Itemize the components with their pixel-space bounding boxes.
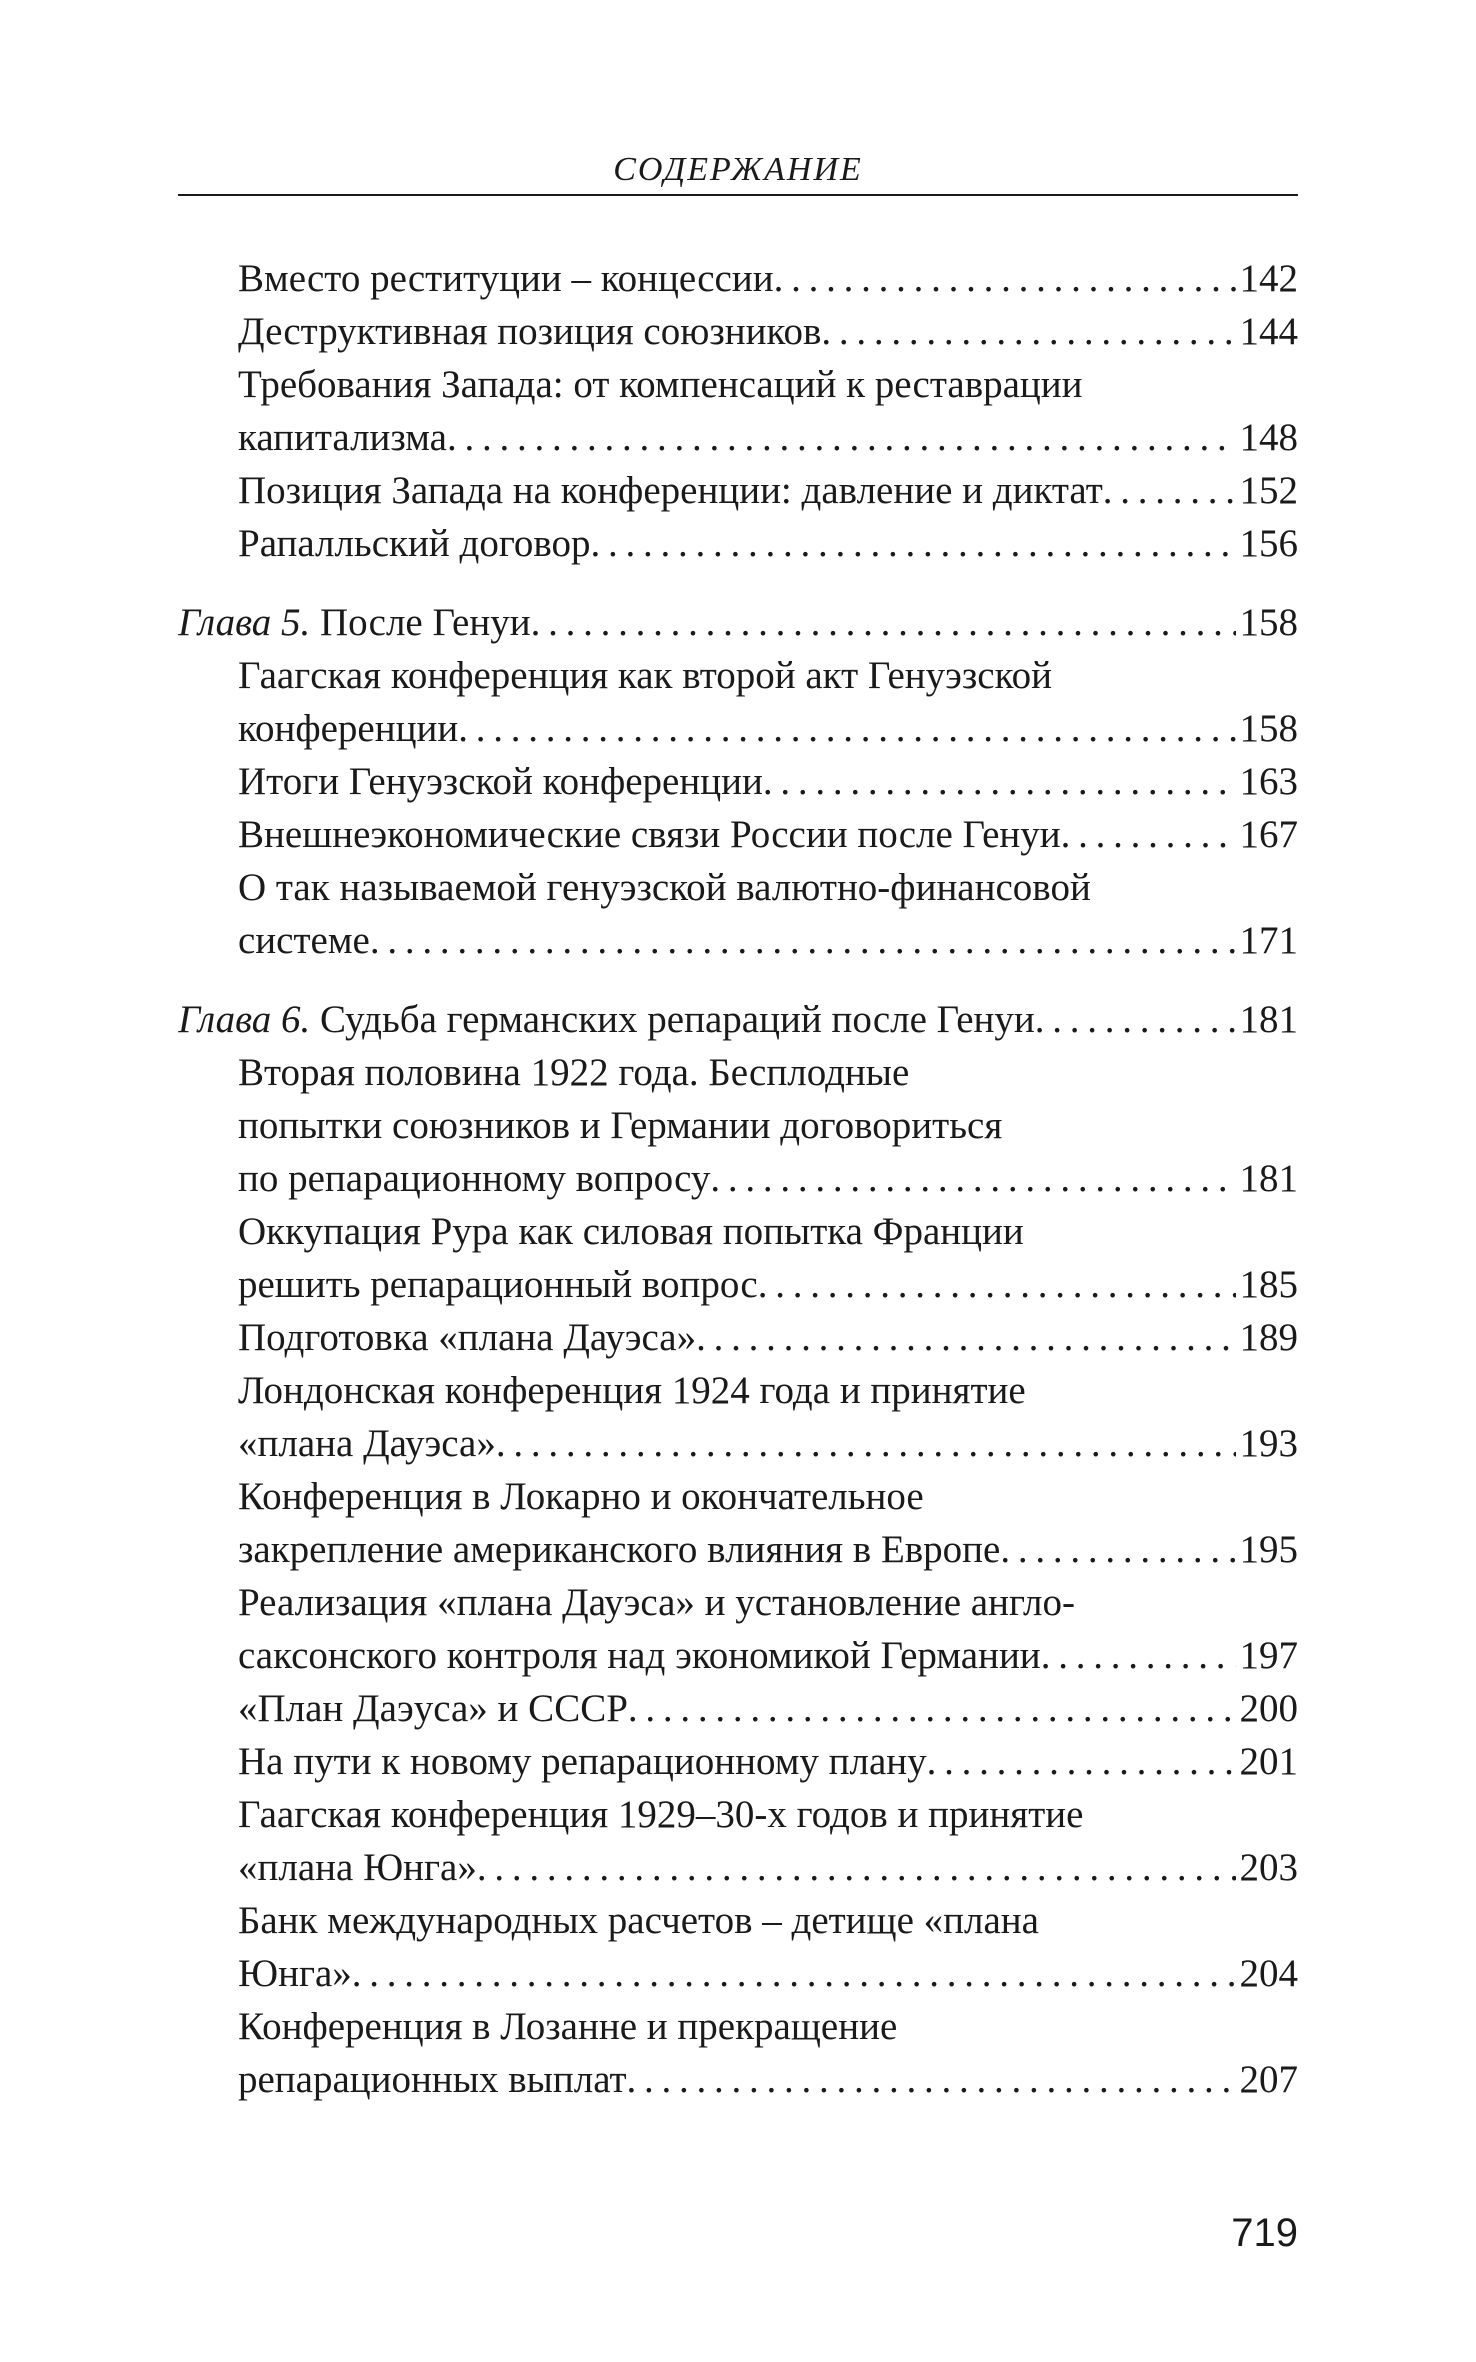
toc-entry xyxy=(178,1682,1298,1735)
toc-entry-leader-line xyxy=(238,411,1236,464)
toc-entry-last-line: «плана Дауэса» xyxy=(238,1422,496,1465)
toc-entry-last-line: Судьба германских репараций после Генуи xyxy=(320,998,1035,1041)
toc-entry-line: Гаагская конференция 1929–30-х годов и принятие xyxy=(238,1793,1084,1836)
toc-entry-line: Реализация «плана Дауэса» и установление англо- xyxy=(238,1581,1075,1624)
toc-entry-last-line: репарационных выплат xyxy=(238,2058,627,2101)
toc-entry-title xyxy=(238,861,1236,967)
toc-page-ref: 163 xyxy=(1239,760,1298,803)
toc-entry-line: Оккупация Рура как силовая попытка Франции xyxy=(238,1210,1024,1253)
toc-entry-last-line: капитализма xyxy=(238,416,447,459)
toc-entry xyxy=(178,1788,1298,1894)
toc-entry-title xyxy=(238,1576,1236,1682)
toc-entry-title xyxy=(238,252,1236,305)
toc-page-ref: 181 xyxy=(1239,1157,1298,1200)
toc-entry-title xyxy=(238,1894,1236,2000)
toc-entry xyxy=(178,358,1298,464)
toc-page-ref: 200 xyxy=(1239,1687,1298,1730)
toc-page-ref: 171 xyxy=(1239,919,1298,962)
toc-page-ref: 148 xyxy=(1239,416,1298,459)
toc-entry-title xyxy=(238,1205,1236,1311)
toc-entry-leader-line xyxy=(238,305,1236,358)
toc-entry-leader-line xyxy=(238,808,1236,861)
toc-page-ref: 158 xyxy=(1239,707,1298,750)
toc-entry-last-line: конференции xyxy=(238,707,459,750)
toc-chapter-entry xyxy=(178,596,1298,649)
toc-entry-leader-line xyxy=(238,1629,1236,1682)
toc-page-ref: 189 xyxy=(1239,1316,1298,1359)
toc-entry xyxy=(178,1470,1298,1576)
toc-entry-last-line: «План Даэуса» и СССР xyxy=(238,1687,628,1730)
toc-entry-leader-line xyxy=(238,1258,1236,1311)
toc-entry xyxy=(178,861,1298,967)
toc-entry-leader-line xyxy=(238,252,1236,305)
toc-entry-title xyxy=(238,808,1236,861)
toc-page-ref: 158 xyxy=(1239,601,1298,644)
toc-entry-line: Гаагская конференция как второй акт Генуэзской xyxy=(238,654,1052,697)
toc-entry-line: Банк международных расчетов – детище «плана xyxy=(238,1899,1039,1942)
toc-entry-title xyxy=(238,517,1236,570)
toc-entry-last-line: Деструктивная позиция союзников xyxy=(238,310,822,353)
toc-entry-line: Вторая половина 1922 года. Бесплодные xyxy=(238,1051,910,1094)
toc-entry-leader-line xyxy=(238,2053,1236,2106)
toc-entry-leader-line xyxy=(238,1523,1236,1576)
toc-entry xyxy=(178,1576,1298,1682)
toc-entry-title xyxy=(238,755,1236,808)
toc-entry-leader-line xyxy=(238,1682,1236,1735)
toc-entry-line: Лондонская конференция 1924 года и принятие xyxy=(238,1369,1026,1412)
toc-entry-leader-line xyxy=(238,755,1236,808)
toc-chapter-entry xyxy=(178,993,1298,1046)
toc-entry-leader-line xyxy=(238,702,1236,755)
toc-entry-last-line: После Генуи xyxy=(320,601,531,644)
toc-page-ref: 201 xyxy=(1239,1740,1298,1783)
toc-entry xyxy=(178,2000,1298,2106)
toc-entry-line: О так называемой генуэзской валютно-финансовой xyxy=(238,866,1091,909)
toc-page-ref: 185 xyxy=(1239,1263,1298,1306)
toc-entry xyxy=(178,305,1298,358)
toc-entry-leader-line xyxy=(238,1947,1236,2000)
toc-entry xyxy=(178,252,1298,305)
toc-entry xyxy=(178,1894,1298,2000)
toc-entry-last-line: Позиция Запада на конференции: давление и диктат xyxy=(238,469,1103,512)
toc-entry-last-line: закрепление американского влияния в Европе xyxy=(238,1528,1001,1571)
toc-entry-title xyxy=(238,1788,1236,1894)
toc-entry-title xyxy=(238,1682,1236,1735)
toc-entry-title xyxy=(238,1470,1236,1576)
toc-page-ref: 197 xyxy=(1239,1634,1298,1677)
toc-entry-leader-line xyxy=(178,993,1236,1046)
toc-entry-leader-line xyxy=(238,1735,1236,1788)
toc-entry-title xyxy=(238,1735,1236,1788)
toc-entry-last-line: решить репарационный вопрос xyxy=(238,1263,758,1306)
running-head: СОДЕРЖАНИЕ xyxy=(613,151,863,188)
toc-page-ref: 181 xyxy=(1239,998,1298,1041)
toc-entry-last-line: Вместо реституции – концессии xyxy=(238,257,774,300)
toc-entry-line: попытки союзников и Германии договориться xyxy=(238,1104,1003,1147)
table-of-contents xyxy=(178,252,1298,2106)
toc-entry-title xyxy=(238,464,1236,517)
toc-entry-title xyxy=(238,305,1236,358)
toc-page-ref: 156 xyxy=(1239,522,1298,565)
toc-entry-last-line: по репарационному вопросу xyxy=(238,1157,711,1200)
toc-entry xyxy=(178,1735,1298,1788)
toc-entry xyxy=(178,1364,1298,1470)
toc-entry xyxy=(178,649,1298,755)
toc-entry xyxy=(178,1046,1298,1205)
toc-page-ref: 142 xyxy=(1239,257,1298,300)
toc-entry xyxy=(178,755,1298,808)
toc-entry-leader-line xyxy=(238,464,1236,517)
toc-entry-title xyxy=(178,596,1236,649)
toc-entry-title xyxy=(178,993,1236,1046)
chapter-label: Глава 6. xyxy=(178,998,311,1041)
chapter-label: Глава 5. xyxy=(178,601,311,644)
toc-entry xyxy=(178,517,1298,570)
toc-entry-last-line: Подготовка «плана Дауэса» xyxy=(238,1316,697,1359)
toc-page-ref: 204 xyxy=(1239,1952,1298,1995)
toc-entry-leader-line xyxy=(238,517,1236,570)
toc-entry-title xyxy=(238,1046,1236,1205)
toc-entry xyxy=(178,808,1298,861)
toc-entry xyxy=(178,1205,1298,1311)
toc-entry-last-line: Юнга» xyxy=(238,1952,352,1995)
toc-entry-title xyxy=(238,1311,1236,1364)
toc-page-ref: 203 xyxy=(1239,1846,1298,1889)
toc-page-ref: 195 xyxy=(1239,1528,1298,1571)
toc-entry-leader-line xyxy=(238,1417,1236,1470)
toc-page-ref: 207 xyxy=(1239,2058,1298,2101)
toc-entry-last-line: системе xyxy=(238,919,370,962)
toc-entry-leader-line xyxy=(238,914,1236,967)
toc-entry-last-line: На пути к новому репарационному плану xyxy=(238,1740,927,1783)
toc-entry-last-line: саксонского контроля над экономикой Германии xyxy=(238,1634,1041,1677)
toc-entry-leader-line xyxy=(238,1311,1236,1364)
toc-page-ref: 144 xyxy=(1239,310,1298,353)
toc-entry-last-line: «плана Юнга» xyxy=(238,1846,477,1889)
toc-entry-line: Требования Запада: от компенсаций к реставрации xyxy=(238,363,1083,406)
toc-entry-title xyxy=(238,649,1236,755)
toc-entry-title xyxy=(238,1364,1236,1470)
toc-entry xyxy=(178,1311,1298,1364)
toc-page-ref: 167 xyxy=(1239,813,1298,856)
toc-page-ref: 193 xyxy=(1239,1422,1298,1465)
toc-entry-leader-line xyxy=(238,1152,1236,1205)
toc-entry-line: Конференция в Локарно и окончательное xyxy=(238,1475,924,1518)
page-number: 719 xyxy=(1231,2211,1298,2255)
toc-entry-last-line: Внешнеэкономические связи России после Генуи xyxy=(238,813,1061,856)
toc-entry-title xyxy=(238,2000,1236,2106)
toc-entry-line: Конференция в Лозанне и прекращение xyxy=(238,2005,898,2048)
toc-entry-last-line: Итоги Генуэзской конференции xyxy=(238,760,763,803)
header-rule xyxy=(178,194,1298,196)
toc-entry-last-line: Рапалльский договор xyxy=(238,522,591,565)
toc-entry xyxy=(178,464,1298,517)
toc-page-ref: 152 xyxy=(1239,469,1298,512)
toc-entry-title xyxy=(238,358,1236,464)
toc-entry-leader-line xyxy=(238,1841,1236,1894)
toc-entry-leader-line xyxy=(178,596,1236,649)
